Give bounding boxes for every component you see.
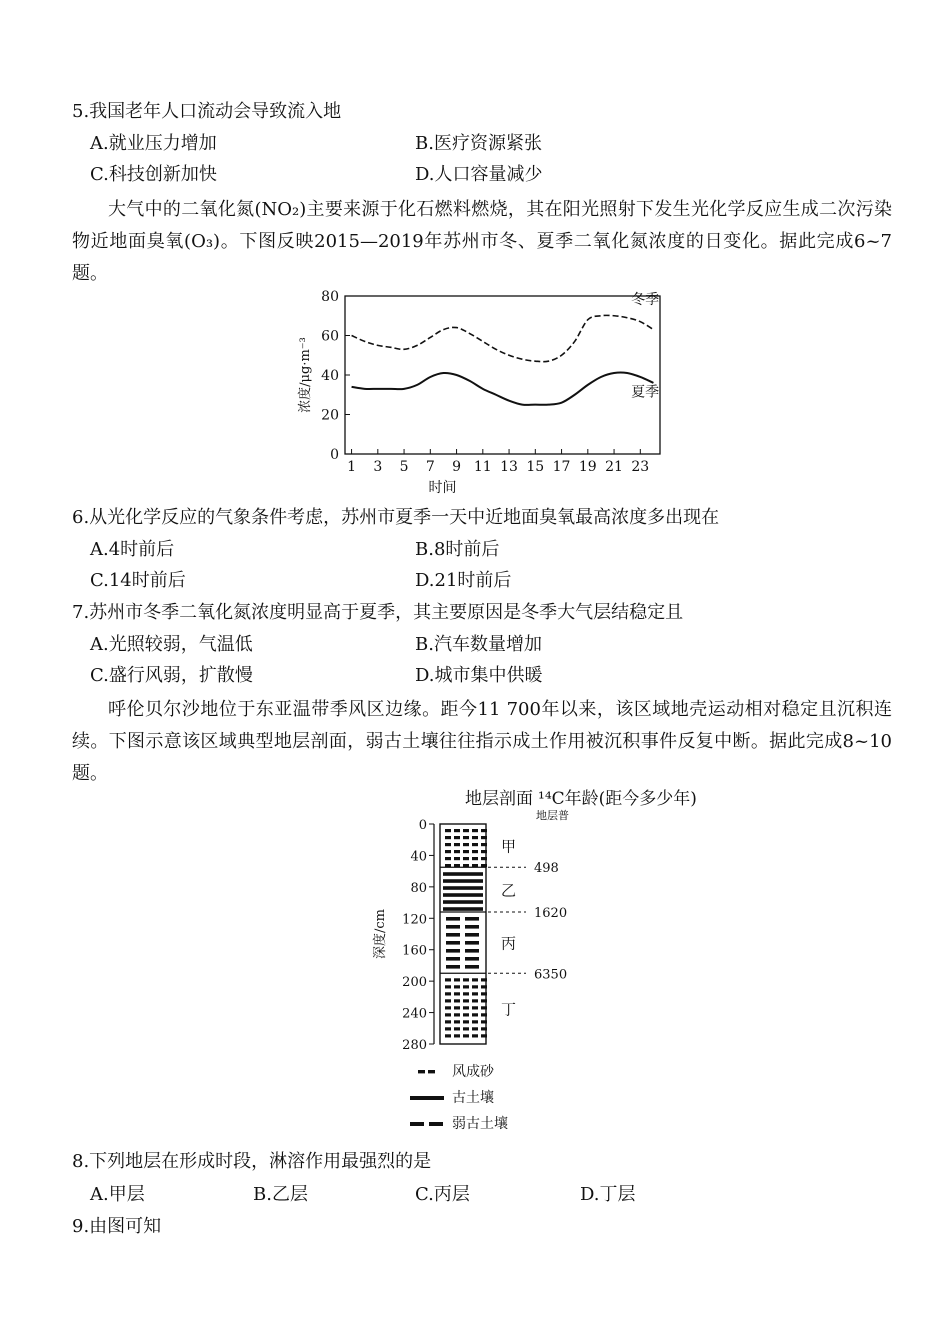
age-label: 6350: [534, 967, 568, 983]
q8-option-b: B.乙层: [253, 1184, 308, 1205]
q5-option-b: B.医疗资源紧张: [415, 133, 542, 154]
q5-option-c: C.科技创新加快: [90, 164, 217, 185]
y-axis-label: 浓度/μg·m⁻³: [298, 337, 313, 413]
stratum-label: 乙: [501, 881, 517, 900]
x-tick-label: 17: [552, 459, 571, 475]
age-label: 498: [534, 861, 559, 877]
depth-axis-label: 深度/cm: [373, 909, 388, 959]
strata-header-left: 地层剖面: [465, 789, 533, 809]
q7-stem: 7.苏州市冬季二氧化氮浓度明显高于夏季，其主要原因是冬季大气层结稳定且: [72, 602, 684, 623]
legend-swatch-weak-paleosol: [410, 1122, 424, 1126]
legend-swatch-sand: [418, 1070, 425, 1073]
x-axis-label: 时间: [428, 480, 457, 496]
x-tick-label: 23: [631, 459, 650, 475]
q7-option-c: C.盛行风弱，扩散慢: [90, 665, 253, 686]
legend-swatch-paleosol: [410, 1096, 444, 1100]
y-tick-label: 80: [321, 289, 339, 305]
legend-label: 风成砂: [452, 1064, 494, 1080]
stratum-label: 丁: [501, 1000, 517, 1019]
y-tick-label: 20: [321, 407, 339, 424]
depth-tick-label: 40: [410, 849, 427, 865]
series-label-summer: 夏季: [631, 384, 660, 401]
no2-daily-chart: [285, 286, 675, 500]
q6-option-b: B.8时前后: [415, 539, 500, 560]
depth-tick-label: 240: [402, 1006, 427, 1022]
depth-tick-label: 80: [410, 880, 427, 896]
x-tick-label: 15: [526, 459, 545, 475]
x-tick-label: 7: [425, 459, 435, 475]
q7-option-a: A.光照较弱，气温低: [90, 634, 253, 655]
y-tick-label: 40: [321, 368, 339, 384]
passage-no2: 大气中的二氧化氮(NO₂)主要来源于化石燃料燃烧，其在阳光照射下发生光化学反应生成二次污染物近地面臭氧(O₃)。下图反映2015—2019年苏州市冬、夏季二氧化氮浓度的日变化。据此完成6~7题。: [72, 199, 892, 284]
q8-option-c: C.丙层: [415, 1184, 470, 1205]
q6-option-d: D.21时前后: [415, 570, 512, 591]
q6-stem: 6.从光化学反应的气象条件考虑，苏州市夏季一天中近地面臭氧最高浓度多出现在: [72, 507, 720, 528]
q8-stem: 8.下列地层在形成时段，淋溶作用最强烈的是: [72, 1151, 432, 1172]
x-tick-label: 9: [452, 459, 462, 475]
q9-stem: 9.由图可知: [72, 1216, 162, 1237]
legend-label: 古土壤: [452, 1090, 494, 1106]
series-line-summer: [352, 373, 654, 405]
stratum-label: 丙: [501, 934, 517, 953]
age-label: 1620: [534, 906, 568, 921]
q5-stem: 5.我国老年人口流动会导致流入地: [72, 101, 342, 122]
x-tick-label: 11: [473, 459, 492, 475]
q6-option-c: C.14时前后: [90, 570, 186, 591]
x-tick-label: 13: [500, 459, 518, 475]
legend-label: 弱古土壤: [452, 1116, 508, 1132]
depth-tick-label: 120: [402, 912, 427, 928]
q5-option-a: A.就业压力增加: [90, 133, 217, 154]
x-tick-label: 1: [347, 459, 357, 475]
y-tick-label: 60: [321, 328, 339, 345]
q8-option-d: D.丁层: [580, 1184, 636, 1205]
q5-option-d: D.人口容量减少: [415, 164, 543, 185]
x-tick-label: 21: [605, 459, 623, 475]
strata-header-right: ¹⁴C年龄(距今多少年): [538, 789, 697, 809]
depth-tick-label: 200: [402, 975, 427, 991]
q8-option-a: A.甲层: [90, 1184, 145, 1205]
depth-tick-label: 280: [402, 1038, 427, 1053]
passage-hulunbuir: 呼伦贝尔沙地位于东亚温带季风区边缘。距今11 700年以来，该区域地壳运动相对稳定且沉积连续。下图示意该区域典型地层剖面，弱古土壤往往指示成土作用被沉积事件反复中断。据此完成8~10题。: [72, 699, 892, 784]
x-tick-label: 5: [399, 459, 409, 475]
x-tick-label: 19: [578, 459, 597, 475]
x-tick-label: 3: [373, 459, 383, 475]
series-line-winter: [352, 315, 654, 361]
depth-tick-label: 160: [402, 943, 427, 959]
strata-profile-diagram: [370, 788, 790, 1148]
depth-tick-label: 0: [418, 818, 427, 833]
series-label-winter: 冬季: [631, 291, 660, 308]
strata-header-sub: 地层普: [536, 809, 569, 822]
plot-frame: [345, 296, 660, 454]
q6-option-a: A.4时前后: [90, 539, 175, 560]
q7-option-b: B.汽车数量增加: [415, 634, 542, 655]
q7-option-d: D.城市集中供暖: [415, 665, 543, 686]
stratum-label: 甲: [501, 837, 517, 856]
y-tick-label: 0: [330, 447, 339, 463]
